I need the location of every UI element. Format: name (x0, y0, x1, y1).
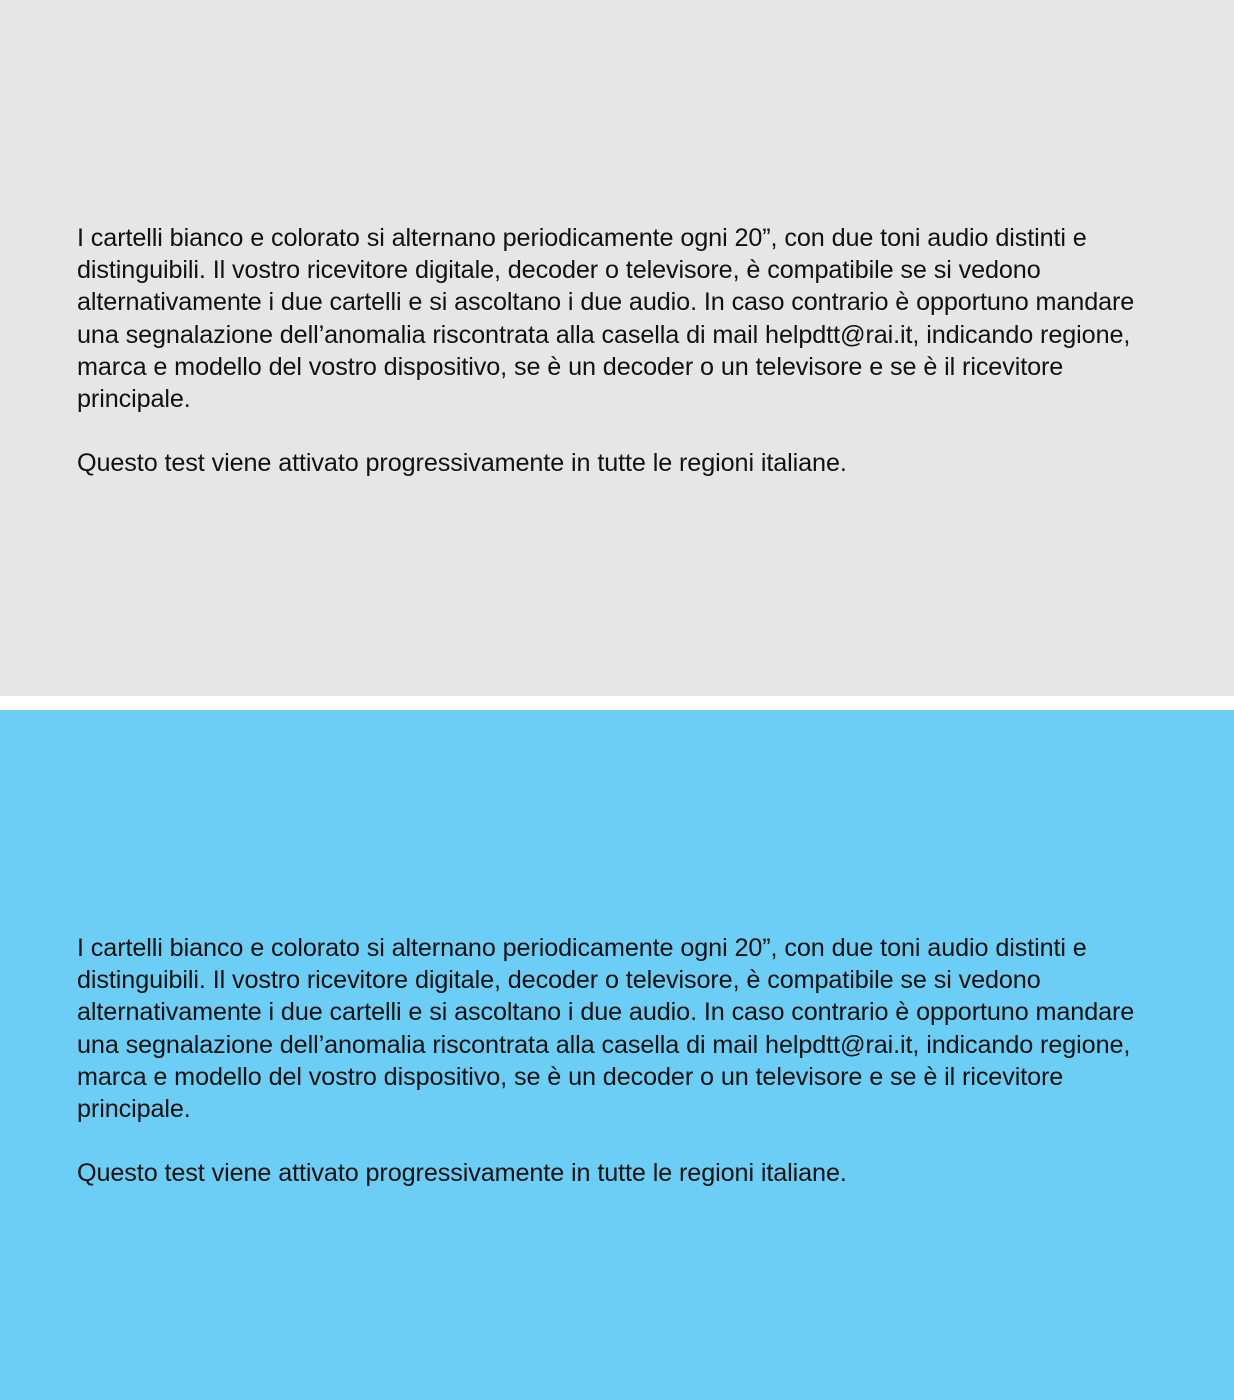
test-card-text (77, 932, 1167, 1190)
test-card-text (77, 222, 1167, 480)
compatibility-paragraph: I cartelli bianco e colorato si alternano periodicamente ogni 20”, con due toni audio distinti e distinguibili. Il vostro ricevitore digitale, decoder o televisore, è compatibile se si vedono alternativamente i due cartelli e si ascoltano i due audio. In caso contrario è opportuno mandare una segnalazione dell’anomalia riscontrata alla casella di mail helpdtt@rai.it, indicando regione, marca e modello del vostro dispositivo, se è un decoder o un televisore e se è il ricevitore principale. (77, 934, 1135, 1124)
activation-paragraph: Questo test viene attivato progressivamente in tutte le regioni italiane. (77, 1159, 847, 1188)
white-test-card (0, 0, 1234, 696)
activation-paragraph: Questo test viene attivato progressivamente in tutte le regioni italiane. (77, 449, 847, 478)
colored-test-card (0, 710, 1234, 1400)
compatibility-paragraph: I cartelli bianco e colorato si alternano periodicamente ogni 20”, con due toni audio distinti e distinguibili. Il vostro ricevitore digitale, decoder o televisore, è compatibile se si vedono alternativamente i due cartelli e si ascoltano i due audio. In caso contrario è opportuno mandare una segnalazione dell’anomalia riscontrata alla casella di mail helpdtt@rai.it, indicando regione, marca e modello del vostro dispositivo, se è un decoder o un televisore e se è il ricevitore principale. (77, 224, 1135, 414)
